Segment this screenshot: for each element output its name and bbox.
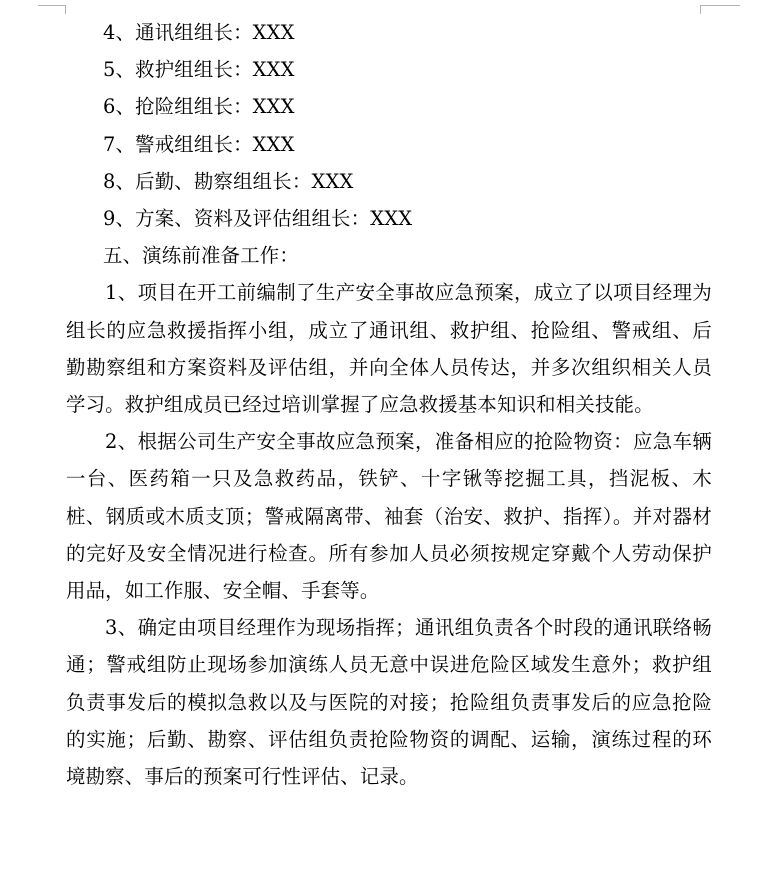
section-heading: 五、演练前准备工作：	[103, 244, 299, 268]
margin-rule-horizontal	[38, 5, 66, 6]
roster-line: 8、后勤、勘察组组长：XXX	[103, 169, 354, 193]
page-margin-marker-left	[38, 5, 66, 14]
margin-tick-vertical	[700, 5, 701, 14]
body-paragraph: 2、根据公司生产安全事故应急预案，准备相应的抢险物资：应急车辆一台、医药箱一只及急救药品，铁铲、十字锹等挖掘工具，挡泥板、木桩、钢质或木质支顶；警戒隔离带、袖套（治安、救护、指挥）。并对器材的完好及安全情况进行检查。所有参加人员必须按规定穿戴个人劳动保护用品，如工作服、安全帽、手套等。	[66, 430, 712, 603]
page-margin-marker-right	[700, 5, 740, 14]
roster-line: 9、方案、资料及评估组组长：XXX	[103, 207, 413, 231]
roster-line: 6、抢险组组长：XXX	[103, 95, 295, 119]
roster-line: 4、通讯组组长：XXX	[103, 21, 295, 44]
document-body	[66, 14, 712, 795]
margin-rule-horizontal	[700, 5, 740, 6]
roster-line: 7、警戒组组长：XXX	[103, 132, 295, 156]
margin-tick-vertical	[65, 5, 66, 14]
roster-line: 5、救护组组长：XXX	[103, 58, 295, 82]
body-paragraph: 1、项目在开工前编制了生产安全事故应急预案，成立了以项目经理为组长的应急救援指挥小组，成立了通讯组、救护组、抢险组、警戒组、后勤勘察组和方案资料及评估组，并向全体人员传达，并多次组织相关人员学习。救护组成员已经过培训掌握了应急救援基本知识和相关技能。	[66, 281, 712, 417]
body-paragraph: 3、确定由项目经理作为现场指挥；通讯组负责各个时段的通讯联络畅通；警戒组防止现场参加演练人员无意中误进危险区域发生意外；救护组负责事发后的模拟急救以及与医院的对接；抢险组负责事发后的应急抢险的实施；后勤、勘察、评估组负责抢险物资的调配、运输，演练过程的环境勘察、事后的预案可行性评估、记录。	[66, 616, 712, 789]
